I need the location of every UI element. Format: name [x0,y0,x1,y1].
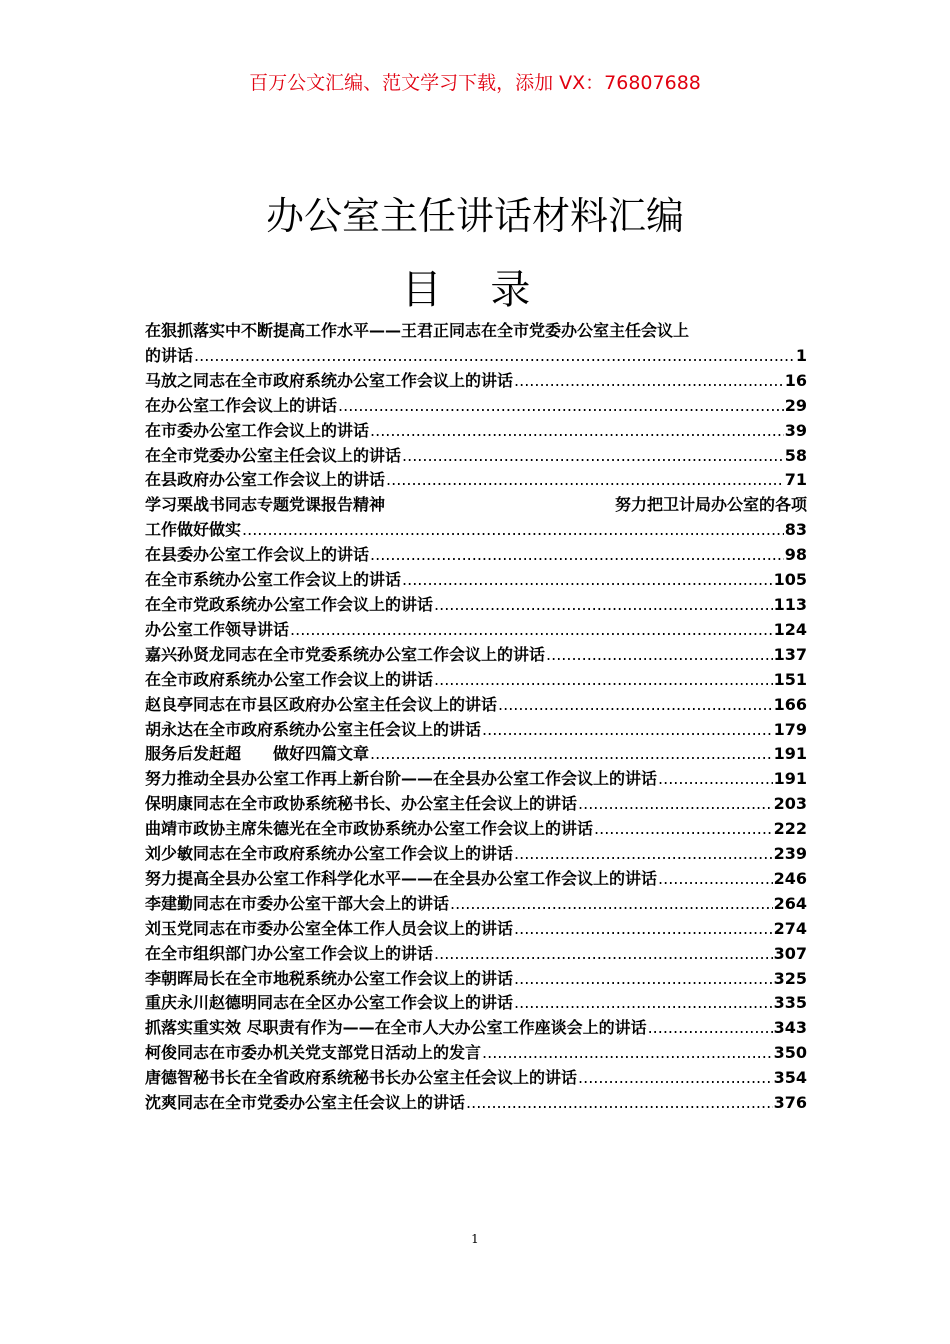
toc-leader-dots [194,344,795,369]
toc-entry-page: 325 [773,968,807,988]
toc-entry-line [145,419,807,444]
toc-entry-line [145,344,807,369]
toc-entry-line [145,643,807,668]
toc-entry-line [145,767,807,792]
toc-entry[interactable] [145,718,807,743]
toc-entry[interactable] [145,991,807,1016]
toc-entry-page: 179 [773,719,807,739]
toc-heading: 目 录 [401,267,549,313]
toc-leader-dots [482,718,773,743]
toc-entry[interactable] [145,319,807,369]
toc-leader-dots [514,917,773,942]
toc-entry-page: 274 [773,918,807,938]
toc-entry-page: 29 [784,395,807,415]
toc-entry-line [145,1016,807,1041]
toc-entry-title: 在全市政府系统办公室工作会议上的讲话 [145,669,434,689]
toc-entry-line [145,817,807,842]
toc-leader-dots [370,742,773,767]
toc-leader-dots [434,668,773,693]
document-title: 办公室主任讲话材料汇编 [265,194,684,239]
toc-leader-dots [514,991,773,1016]
toc-entry[interactable] [145,643,807,668]
toc-entry-title: 唐德智秘书长在全省政府系统秘书长办公室主任会议上的讲话 [145,1068,578,1088]
toc-entry-title: 沈爽同志在全市党委办公室主任会议上的讲话 [145,1093,466,1113]
toc-entry[interactable] [145,892,807,917]
toc-entry-line [145,718,807,743]
toc-entry-title: 赵良亭同志在市县区政府办公室主任会议上的讲话 [145,694,498,714]
toc-entry-title: 柯俊同志在市委办机关党支部党日活动上的发言 [145,1043,482,1063]
toc-entry-title: 保明康同志在全市政协系统秘书长、办公室主任会议上的讲话 [145,794,578,814]
toc-entry-title: 在全市组织部门办公室工作会议上的讲话 [145,943,434,963]
toc-entry-title-part-b: 努力把卫计局办公室的各项 [614,495,807,515]
toc-entry-page: 350 [773,1043,807,1063]
toc-entry-page: 222 [773,819,807,839]
toc-entry-line [145,568,807,593]
toc-entry-page: 203 [773,794,807,814]
toc-entry-title: 李建勤同志在市委办公室干部大会上的讲话 [145,893,450,913]
toc-entry-line [145,842,807,867]
toc-entry-page: 264 [773,893,807,913]
toc-entry-title: 在县委办公室工作会议上的讲话 [145,545,370,565]
toc-entry-line [145,369,807,394]
toc-entry-page: 98 [784,545,807,565]
toc-entry-title: 刘少敏同志在全市政府系统办公室工作会议上的讲话 [145,844,514,864]
toc-entry-line [145,742,807,767]
toc-entry[interactable] [145,967,807,992]
toc-entry-title: 在市委办公室工作会议上的讲话 [145,420,370,440]
toc-entry[interactable] [145,668,807,693]
toc-entry-line [145,942,807,967]
toc-entry[interactable] [145,493,807,543]
toc-entry-page: 39 [784,420,807,440]
toc-entry[interactable] [145,767,807,792]
toc-entry-line [145,1041,807,1066]
toc-entry-line [145,991,807,1016]
toc-entry-page: 166 [773,694,807,714]
toc-entry-title-line1 [145,493,807,518]
toc-leader-dots [386,468,784,493]
toc-leader-dots [450,892,773,917]
toc-entry-title: 曲靖市政协主席朱德光在全市政协系统办公室工作会议上的讲话 [145,819,594,839]
toc-entry-line [145,593,807,618]
toc-entry-page: 376 [773,1093,807,1113]
toc-entry-line [145,867,807,892]
toc-entry-title: 在全市党委办公室主任会议上的讲话 [145,445,402,465]
header-note: 百万公文汇编、范文学习下载，添加 VX：76807688 [249,72,701,94]
toc-entry-line [145,1066,807,1091]
toc-entry-title: 嘉兴孙贤龙同志在全市党委系统办公室工作会议上的讲话 [145,644,546,664]
toc-entry-page: 113 [773,594,807,614]
toc-leader-dots [434,593,773,618]
toc-entry-title: 努力提高全县办公室工作科学化水平——在全县办公室工作会议上的讲话 [145,868,658,888]
toc-entry-title: 重庆永川赵德明同志在全区办公室工作会议上的讲话 [145,993,514,1013]
toc-leader-dots [578,1066,773,1091]
toc-leader-dots [370,543,784,568]
toc-entry-line [145,668,807,693]
toc-entry-page: 16 [784,370,807,390]
toc-leader-dots [514,842,773,867]
toc-leader-dots [466,1091,773,1116]
toc-entry-title: 服务后发赶超 做好四篇文章 [145,744,370,764]
toc-entry[interactable] [145,593,807,618]
toc-entry-line [145,543,807,568]
toc-entry-title: 办公室工作领导讲话 [145,619,290,639]
toc-entry-line [145,1091,807,1116]
toc-entry[interactable] [145,468,807,493]
toc-entry-title: 马放之同志在全市政府系统办公室工作会议上的讲话 [145,370,514,390]
toc-entry-title: 在办公室工作会议上的讲话 [145,395,338,415]
toc-entry-page: 191 [773,769,807,789]
toc-entry[interactable] [145,792,807,817]
toc-entry-page: 137 [773,644,807,664]
toc-entry-page: 307 [773,943,807,963]
toc-leader-dots [290,618,773,643]
toc-entry-page: 191 [773,744,807,764]
toc-entry[interactable] [145,419,807,444]
toc-leader-dots [498,693,773,718]
toc-entry-line [145,618,807,643]
toc-entry-page: 105 [773,570,807,590]
toc-entry-page: 246 [773,868,807,888]
toc-leader-dots [402,444,784,469]
toc-entry-page: 335 [773,993,807,1013]
toc-leader-dots [338,394,784,419]
toc-entry[interactable] [145,1091,807,1116]
toc-leader-dots [546,643,773,668]
toc-leader-dots [402,568,773,593]
toc-entry-page: 71 [784,470,807,490]
toc-entry-line [145,792,807,817]
toc-entry-title: 在县政府办公室工作会议上的讲话 [145,470,386,490]
toc-entry[interactable] [145,618,807,643]
toc-entry-title: 抓落实重实效 尽职责有作为——在全市人大办公室工作座谈会上的讲话 [145,1018,647,1038]
toc-entry-page: 239 [773,844,807,864]
page-number: 1 [471,1232,479,1246]
toc-entry-title: 在全市党政系统办公室工作会议上的讲话 [145,594,434,614]
toc-entry-page: 343 [773,1018,807,1038]
toc-entry-line [145,394,807,419]
toc-entry[interactable] [145,369,807,394]
toc-leader-dots [514,967,773,992]
toc-entry[interactable] [145,842,807,867]
toc-leader-dots [242,518,784,543]
toc-entry-title: 工作做好做实 [145,520,242,540]
toc-entry-page: 83 [784,520,807,540]
toc-leader-dots [434,942,773,967]
toc-entry-title: 的讲话 [145,345,194,365]
toc-entry-page: 124 [773,619,807,639]
toc-entry[interactable] [145,817,807,842]
toc-entry-page: 354 [773,1068,807,1088]
toc-entry-page: 151 [773,669,807,689]
toc-entry[interactable] [145,867,807,892]
toc-entry[interactable] [145,444,807,469]
toc-entry[interactable] [145,742,807,767]
toc-entry[interactable] [145,917,807,942]
toc-entry-line [145,468,807,493]
toc-leader-dots [578,792,773,817]
toc-entry-title: 刘玉党同志在市委办公室全体工作人员会议上的讲话 [145,918,514,938]
toc-leader-dots [594,817,773,842]
toc-leader-dots [648,1016,773,1041]
toc-entry[interactable] [145,1016,807,1041]
toc-entry[interactable] [145,942,807,967]
toc-entry-line [145,917,807,942]
toc-entry-line [145,892,807,917]
toc-entry[interactable] [145,1066,807,1091]
toc-entry[interactable] [145,394,807,419]
toc-entry-title: 在全市系统办公室工作会议上的讲话 [145,570,402,590]
toc-entry-title-part-a: 学习栗战书同志专题党课报告精神 [145,495,386,515]
toc-entry[interactable] [145,568,807,593]
toc-entry[interactable] [145,693,807,718]
toc-entry-line [145,967,807,992]
toc-entry-line [145,518,807,543]
toc-leader-dots [658,767,773,792]
toc-leader-dots [482,1041,773,1066]
toc-leader-dots [514,369,784,394]
toc-entry-title: 努力推动全县办公室工作再上新台阶——在全县办公室工作会议上的讲话 [145,769,658,789]
toc-entry-line [145,444,807,469]
toc-entry-page: 58 [784,445,807,465]
toc-entry-page: 1 [795,345,807,365]
toc-entry[interactable] [145,1041,807,1066]
toc-entry[interactable] [145,543,807,568]
toc-entry-title: 胡永达在全市政府系统办公室主任会议上的讲话 [145,719,482,739]
table-of-contents [145,319,807,1116]
toc-entry-line [145,693,807,718]
toc-leader-dots [370,419,784,444]
toc-entry-title: 李朝晖局长在全市地税系统办公室工作会议上的讲话 [145,968,514,988]
toc-leader-dots [658,867,773,892]
toc-entry-title-line1: 在狠抓落实中不断提高工作水平——王君正同志在全市党委办公室主任会议上 [145,321,690,340]
